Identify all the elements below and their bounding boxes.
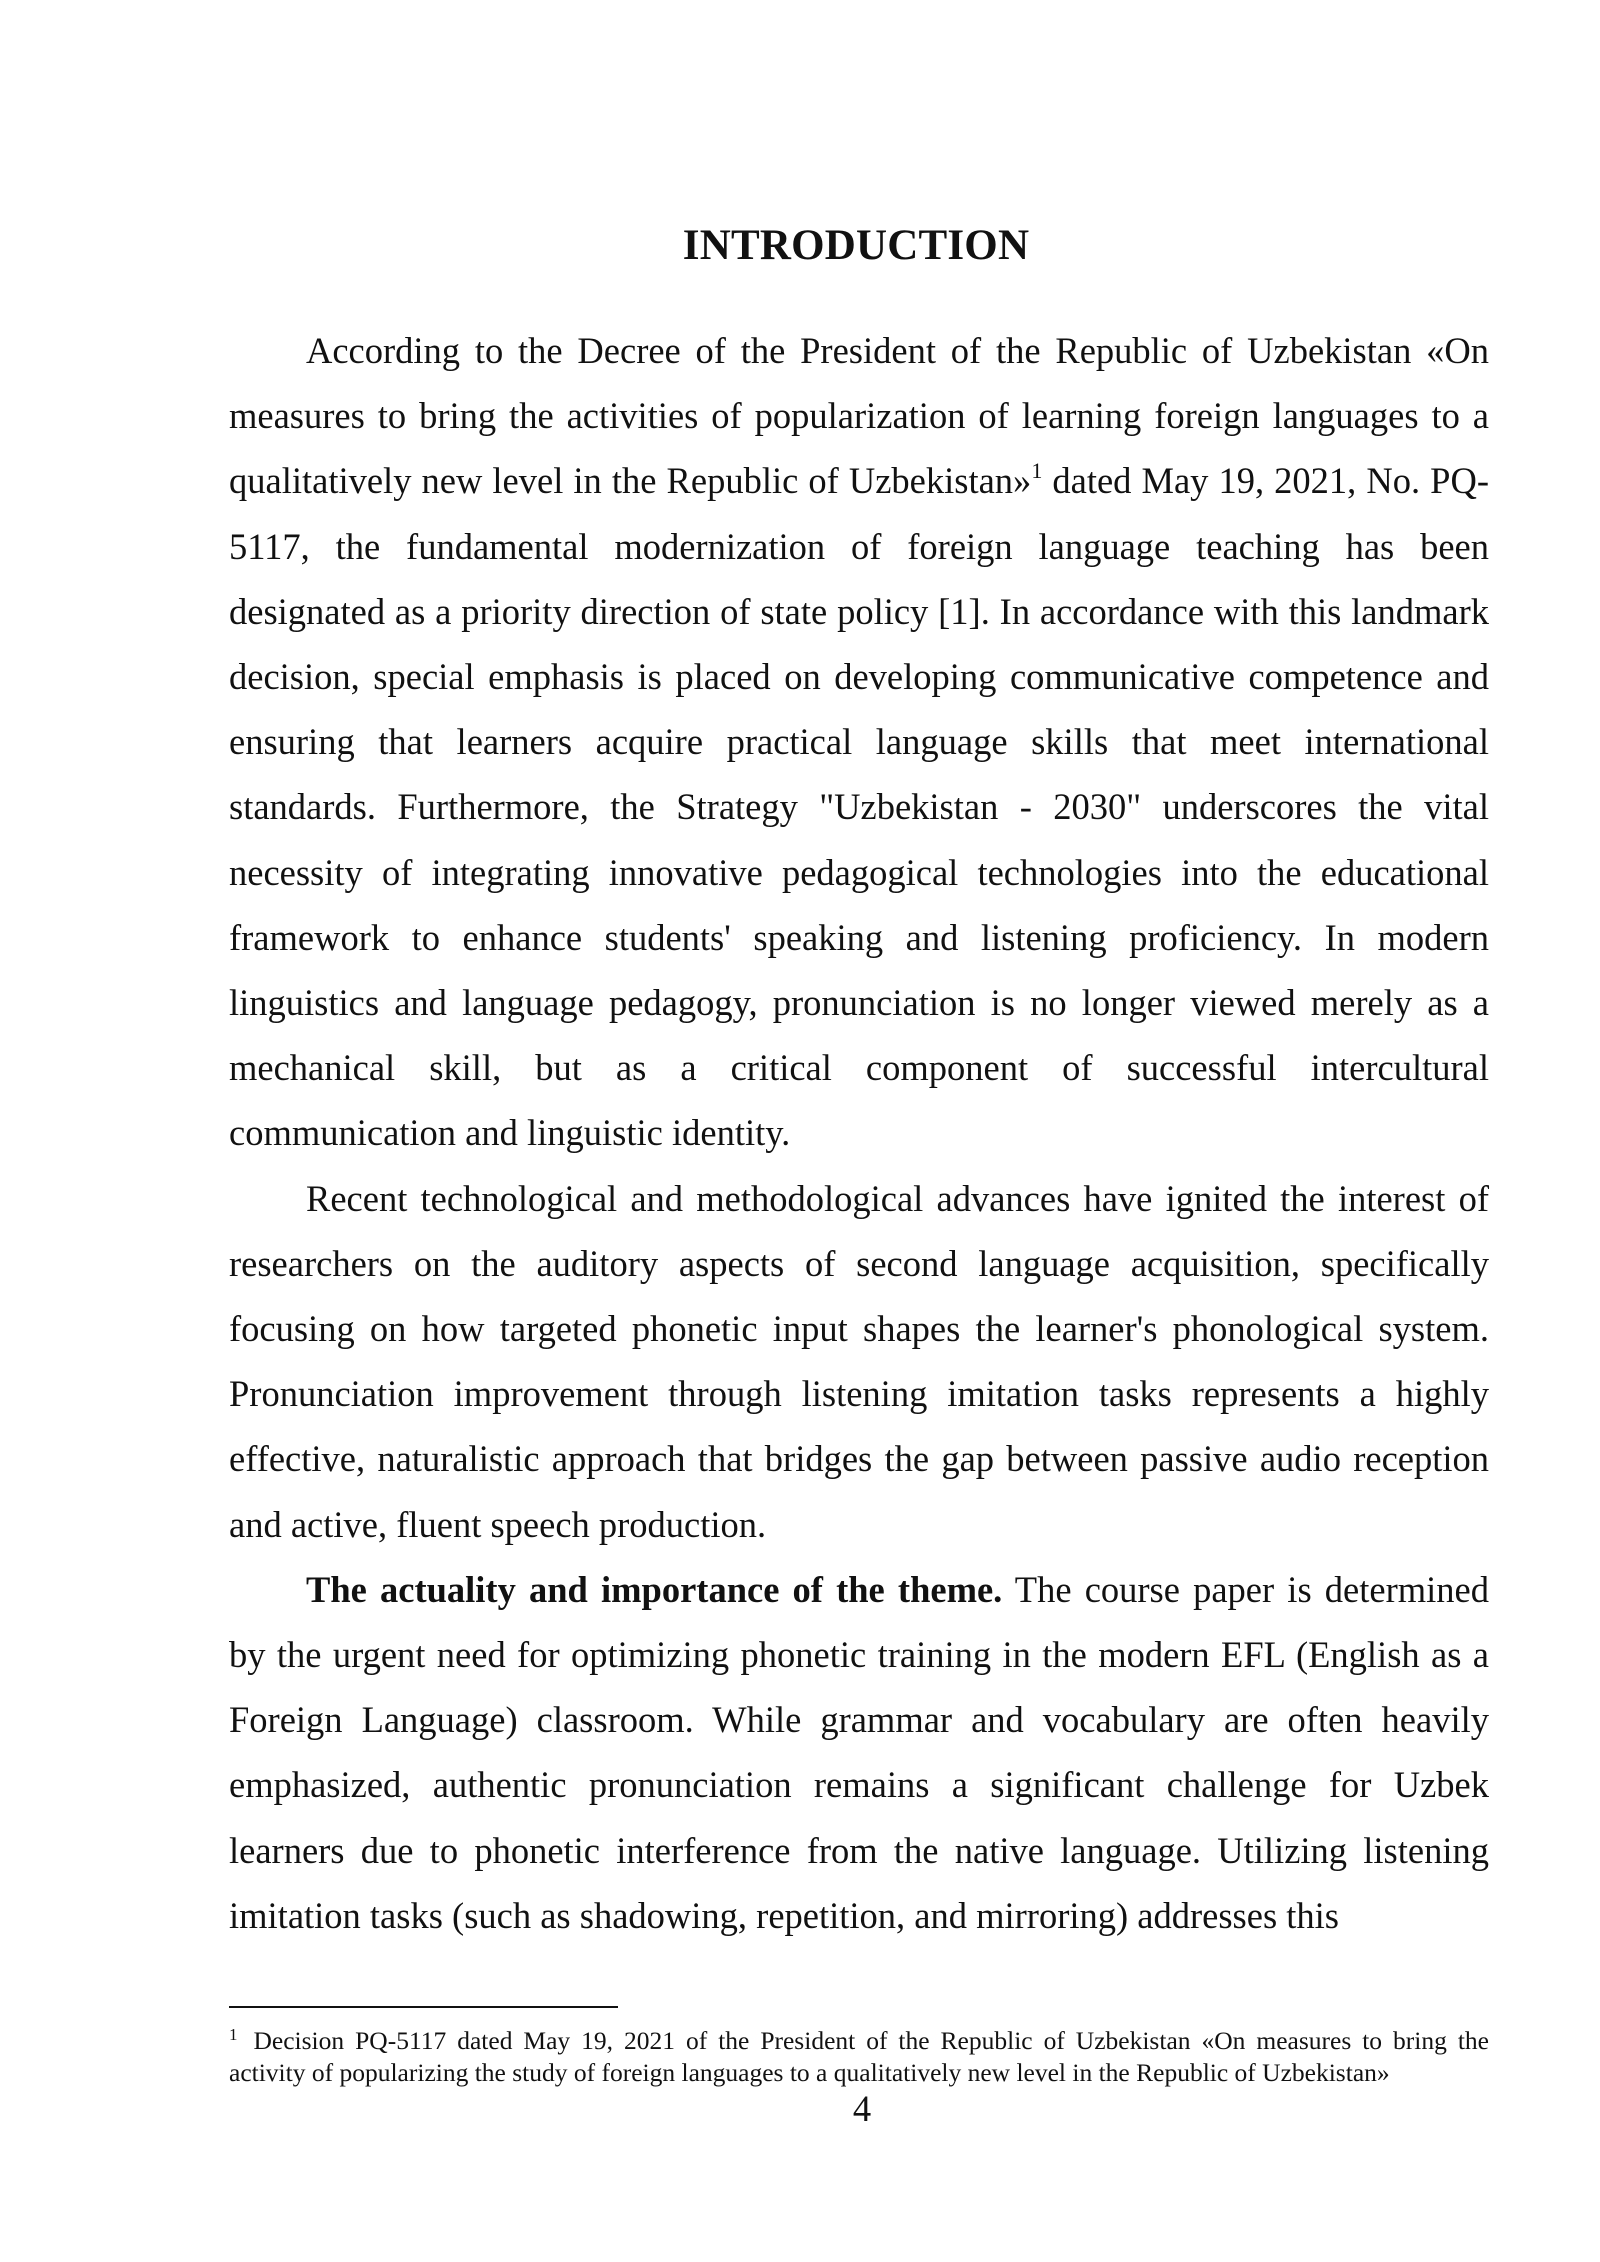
paragraph-actuality-text: The course paper is determined by the urgent need for optimizing phonetic training in the modern EFL (English as a Foreign Language) classroom. While grammar and vocabulary are often heavily emphasized, authentic pronunciation remains a significant challenge for Uzbek learners due to phonetic interference from the native language. Utilizing listening imitation tasks (such as shadowing, repetition, and mirroring) addresses this xyxy=(229,1568,1489,1936)
paragraph-research-advances xyxy=(229,1166,1489,1557)
section-title: INTRODUCTION xyxy=(682,222,1030,269)
paragraph-decree xyxy=(229,318,1489,1166)
paragraph-actuality xyxy=(229,1557,1489,1948)
footnote-divider xyxy=(229,2006,618,2008)
paragraph-actuality-lead: The actuality and importance of the theme. xyxy=(306,1568,1003,1610)
footnote xyxy=(229,2025,1489,2089)
paragraph-research-advances-text: Recent technological and methodological advances have ignited the interest of researchers on the auditory aspects of second language acquisition, specifically focusing on how targeted phonetic input shapes the learner's phonological system. Pronunciation improvement through listening imitation tasks represents a highly effective, naturalistic approach that bridges the gap between passive audio reception and active, fluent speech production. xyxy=(229,1177,1489,1545)
paragraph-decree-text-2: dated May 19, 2021, No. PQ-5117, the fundamental modernization of foreign language teaching has been designated as a priority direction of state policy [1]. In accordance with this landmark decision, special emphasis is placed on developing communicative competence and ensuring that learners acquire practical language skills that meet international standards. Furthermore, the Strategy "Uzbekistan - 2030" underscores the vital necessity of integrating innovative pedagogical technologies into the educational framework to enhance students' speaking and listening proficiency. In modern linguistics and language pedagogy, pronunciation is no longer viewed merely as a mechanical skill, but as a critical component of successful intercultural communication and linguistic identity. xyxy=(229,460,1489,1154)
body-text xyxy=(229,318,1489,1948)
page-number: 4 xyxy=(852,2088,872,2129)
footnote-mark: 1 xyxy=(229,2024,238,2044)
footnote-text: Decision PQ-5117 dated May 19, 2021 of the President of the Republic of Uzbekistan «On measures to bring the activity of popularizing the study of foreign languages to a qualitatively new level in the Republic of Uzbekistan» xyxy=(229,2026,1489,2087)
footnote-reference: 1 xyxy=(1031,458,1043,484)
paragraph-decree-text-1: According to the Decree of the President of the Republic of Uzbekistan «On measures to bring the activities of popularization of learning foreign languages to a qualitatively new level in the Republic of Uzbekistan» xyxy=(229,330,1489,502)
